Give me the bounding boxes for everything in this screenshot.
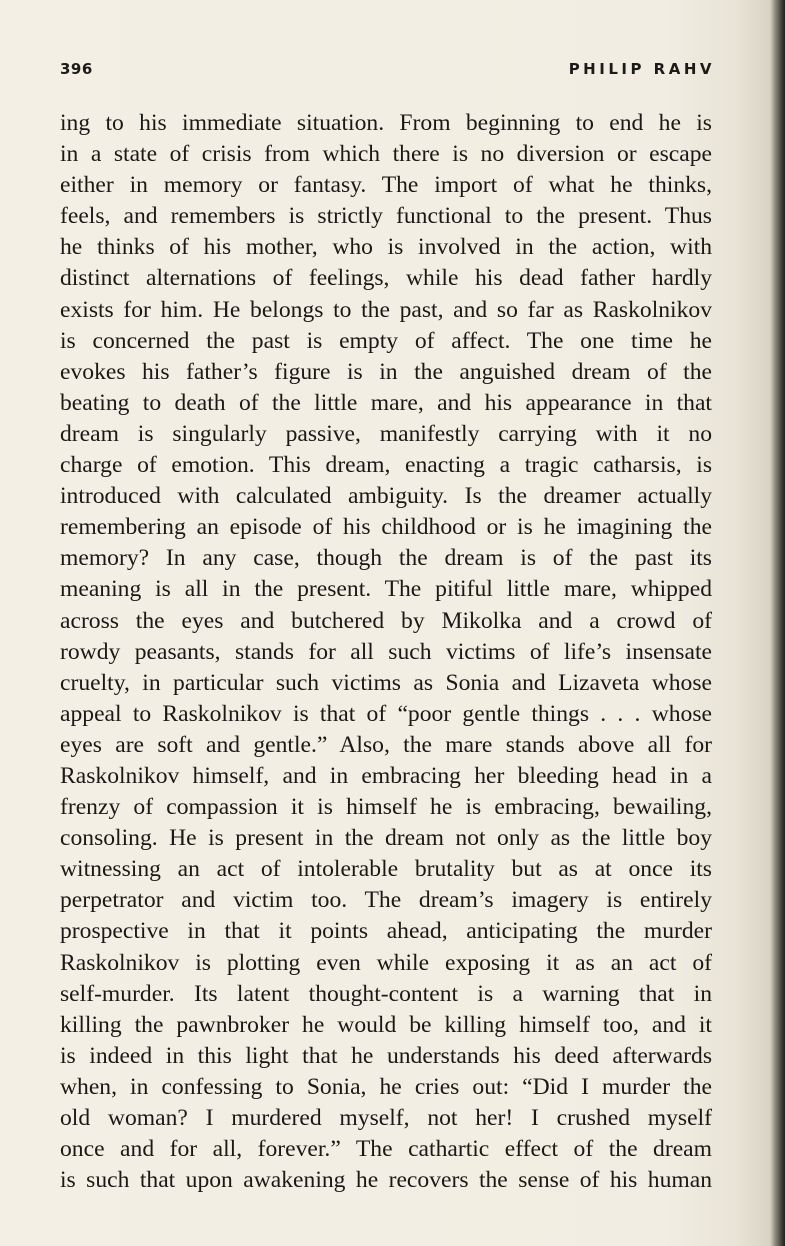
text-line: self-murder. Its latent thought-content is a warning that in [60,980,712,1007]
text-line: killing the pawnbroker he would be killing himself too, and it [60,1011,712,1038]
page-header [60,60,715,84]
text-line: Raskolnikov is plotting even while exposing it as an act of [60,949,712,976]
body-text [60,108,712,1196]
text-line: is concerned the past is empty of affect. The one time he [60,327,712,354]
text-line: old woman? I murdered myself, not her! I crushed myself [60,1105,712,1131]
text-line: eyes are soft and gentle.” Also, the mare stands above all for [60,731,712,758]
text-line: memory? In any case, though the dream is of the past its [60,545,712,572]
text-line: cruelty, in particular such victims as Sonia and Lizaveta whose [60,669,712,696]
text-line: frenzy of compassion it is himself he is embracing, bewailing, [60,794,712,821]
text-line: distinct alternations of feelings, while his dead father hardly [60,265,712,292]
text-line: remembering an episode of his childhood or is he imagining the [60,514,712,541]
text-line: introduced with calculated ambiguity. Is the dreamer actually [60,483,712,510]
text-line: appeal to Raskolnikov is that of “poor gentle things . . . whose [60,700,712,727]
text-line: consoling. He is present in the dream not only as the little boy [60,825,712,852]
text-line: beating to death of the little mare, and his appearance in that [60,389,712,416]
text-line: dream is singularly passive, manifestly carrying with it no [60,420,712,447]
book-spine-shadow [771,0,785,1246]
text-line: he thinks of his mother, who is involved in the action, with [60,234,712,261]
text-line: is such that upon awakening he recovers the sense of his human [60,1167,712,1194]
text-line: once and for all, forever.” The cathartic effect of the dream [60,1136,712,1163]
text-line: prospective in that it points ahead, anticipating the murder [60,918,712,945]
running-head: PHILIP RAHV [568,60,715,78]
page-number: 396 [60,60,93,78]
text-line: either in memory or fantasy. The import of what he thinks, [60,172,712,199]
text-line: is indeed in this light that he understands his deed afterwards [60,1042,712,1069]
text-line: ing to his immediate situation. From beginning to end he is [60,110,712,136]
text-line: charge of emotion. This dream, enacting a tragic catharsis, is [60,452,712,479]
text-line: exists for him. He belongs to the past, and so far as Raskolnikov [60,296,712,323]
text-line: Raskolnikov himself, and in embracing her bleeding head in a [60,762,712,789]
text-line: perpetrator and victim too. The dream’s imagery is entirely [60,887,712,914]
text-line: feels, and remembers is strictly functional to the present. Thus [60,203,712,230]
text-line: meaning is all in the present. The pitiful little mare, whipped [60,576,712,603]
text-line: witnessing an act of intolerable brutality but as at once its [60,856,712,883]
text-line: in a state of crisis from which there is no diversion or escape [60,141,712,168]
text-line: evokes his father’s figure is in the anguished dream of the [60,358,712,385]
text-line: across the eyes and butchered by Mikolka and a crowd of [60,607,712,634]
text-line: rowdy peasants, stands for all such victims of life’s insensate [60,638,712,665]
text-line: when, in confessing to Sonia, he cries out: “Did I murder the [60,1073,712,1100]
